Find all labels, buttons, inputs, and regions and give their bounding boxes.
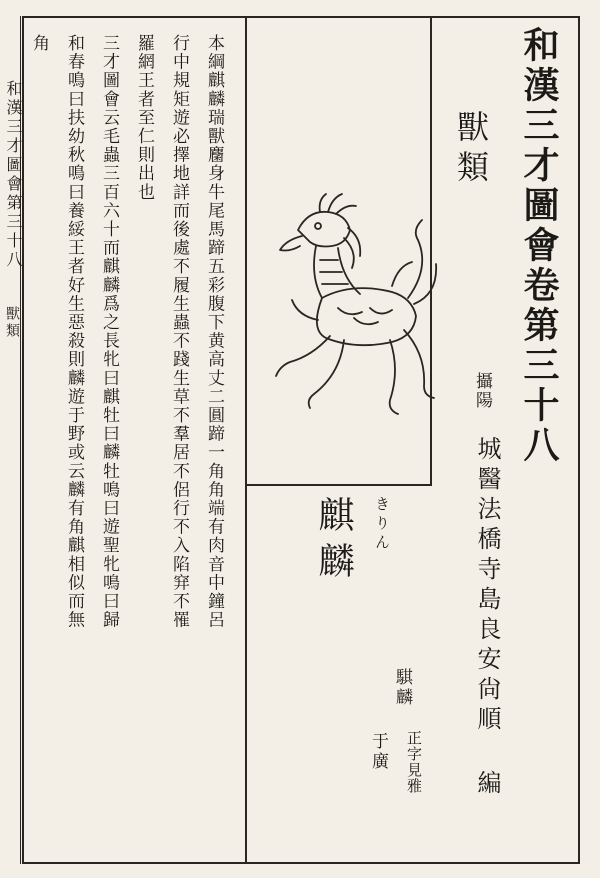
- body-text-column: 行中規矩遊必擇地詳而後處不履生蟲不踐生草不羣居不侶行不入陷穽不罹: [169, 34, 189, 630]
- compiler-name: 城醫法橋寺島良安尙順 編: [473, 436, 501, 800]
- qilin-illustration-icon: [258, 190, 438, 440]
- book-title: 和漢三才圖會卷第三十八: [518, 26, 560, 466]
- alias-note: 正字見雅: [405, 730, 423, 794]
- entry-title: 麒麟: [313, 496, 354, 588]
- category-heading: 獸類: [452, 110, 490, 190]
- compiler-place: 攝陽: [472, 372, 492, 410]
- margin-book-label: 和漢三才圖會第三十八: [4, 80, 23, 270]
- body-text-column: 角: [29, 34, 49, 53]
- alias-name-2: 于廣: [368, 732, 388, 772]
- alias-name-1: 騏麟: [392, 668, 412, 708]
- horizontal-divider: [245, 484, 432, 486]
- vertical-divider: [245, 16, 247, 864]
- body-text-column: 三才圖會云毛蟲三百六十而麒麟爲之長牝曰麒牡曰麟牡鳴曰遊聖牝鳴曰歸: [99, 34, 119, 630]
- body-text-column: 羅網王者至仁則出也: [134, 34, 154, 202]
- entry-reading: きりん: [373, 496, 391, 553]
- body-text-column: 和春鳴曰扶幼秋鳴曰養綏王者好生惡殺則麟遊于野或云麟有角麒相似而無: [64, 34, 84, 630]
- body-text-column: 本綱麒麟瑞獸麕身牛尾馬蹄五彩腹下黄高丈二圓蹄一角角端有肉音中鐘呂: [204, 34, 224, 630]
- margin-section-label: 獸類: [4, 306, 20, 340]
